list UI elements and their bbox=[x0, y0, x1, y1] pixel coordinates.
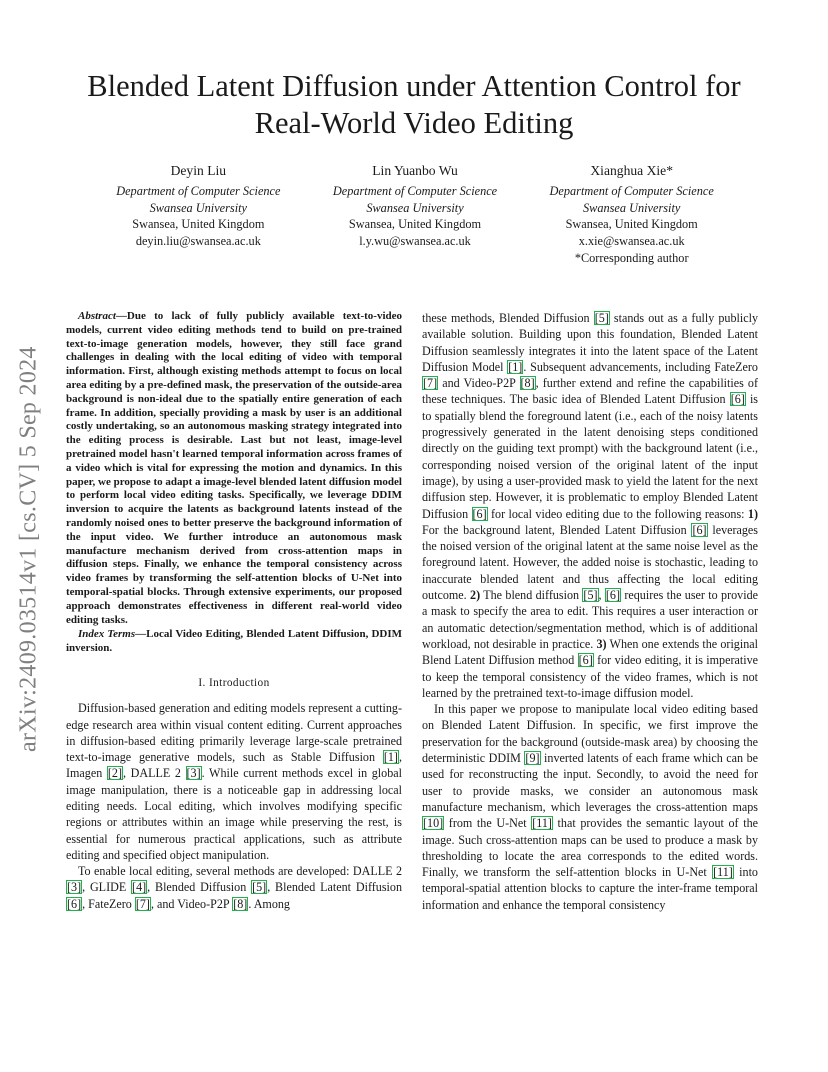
text-run: leverages the noised version of the original latent at the same noise level as the foreground latent. However, the added noise is stochastic, leading to inaccurate blended latent and thus affecting the local editing outcome. bbox=[422, 522, 758, 603]
text-run: , bbox=[598, 588, 605, 603]
paper-title: Blended Latent Diffusion under Attention Control for Real-World Video Editing bbox=[87, 69, 741, 140]
text-run: from the U-Net bbox=[444, 816, 532, 831]
citation-link[interactable]: [5] bbox=[252, 880, 267, 895]
text-run: and Video-P2P bbox=[438, 376, 520, 391]
author-1 bbox=[90, 163, 307, 267]
author-location: Swansea, United Kingdom bbox=[348, 217, 482, 232]
citation-link[interactable]: [5] bbox=[594, 311, 609, 325]
citation-link[interactable]: [7] bbox=[135, 896, 150, 911]
author-dept: Department of Computer Science bbox=[549, 183, 714, 198]
author-2 bbox=[307, 163, 524, 267]
text-run: for local video editing due to the following reasons: bbox=[487, 506, 748, 521]
citation-link[interactable]: [6] bbox=[692, 522, 707, 537]
citation-link[interactable]: [6] bbox=[605, 588, 621, 603]
author-location: Swansea, United Kingdom bbox=[565, 217, 698, 232]
text-run: is to spatially blend the foreground latent (i.e., each of the noisy latents progressively generated in the latent denoising steps conditioned directly on the guiding text prompt) with the background latent (i.e., corresponding noised version of the original latent of the input image), by using a user-provided mask to yield the latent for the next diffusion step. However, it is problematic to employ Blended Latent Diffusion bbox=[422, 392, 759, 521]
paragraph bbox=[66, 700, 402, 863]
author-dept: Department of Computer Science bbox=[116, 183, 281, 198]
text-run: into temporal-spatial attention blocks to capture the inter-frame temporal information and enhance the temporal consistency bbox=[422, 865, 758, 912]
paragraph bbox=[66, 863, 402, 912]
author-name: Xianghua Xie* bbox=[590, 163, 674, 178]
author-univ: Swansea University bbox=[366, 200, 464, 215]
author-email[interactable]: deyin.liu@swansea.ac.uk bbox=[135, 234, 261, 249]
citation-link[interactable]: [2] bbox=[107, 766, 122, 781]
abstract bbox=[66, 310, 402, 627]
author-univ: Swansea University bbox=[149, 200, 247, 215]
author-name: Lin Yuanbo Wu bbox=[372, 163, 458, 178]
text-run: , DALLE 2 bbox=[122, 766, 186, 781]
index-terms bbox=[66, 628, 402, 656]
index-terms-text: —Local Video Editing, Blended Latent Diffusion, DDIM inversion. bbox=[66, 628, 403, 655]
citation-link[interactable]: [8] bbox=[520, 376, 535, 391]
text-run: The blend diffusion bbox=[480, 588, 583, 603]
citation-link[interactable]: [10] bbox=[423, 816, 444, 831]
author-email[interactable]: x.xie@swansea.ac.uk bbox=[578, 234, 685, 249]
text-run: . Subsequent advancements, including FateZero bbox=[523, 359, 758, 374]
citation-link[interactable]: [6] bbox=[472, 506, 487, 521]
citation-link[interactable]: [1] bbox=[508, 359, 523, 374]
citation-link[interactable]: [3] bbox=[67, 880, 82, 895]
abstract-label: Abstract bbox=[78, 310, 116, 322]
citation-link[interactable]: [6] bbox=[730, 392, 745, 407]
text-run: inverted latents of each frame which can be used for reconstructing the input. Secondly, to avoid the need for user to provide masks, we consider an autonomous mask manufacture mechanism, which leverages the cross-attention maps bbox=[422, 751, 758, 814]
text-run: stands out as a fully publicly available solution. Building upon this foundation, Blended Latent Diffusion seamlessly integrates it into the latent space of the Latent Diffusion Model bbox=[422, 311, 758, 374]
paragraph bbox=[422, 310, 758, 701]
citation-link[interactable]: [4] bbox=[132, 880, 147, 895]
author-univ: Swansea University bbox=[583, 200, 681, 215]
text-run: requires the user to provide a mask to specify the area to edit. This requires a user interaction or an automatic detection/segmentation method, which is of additional workload, not desirable in practice. bbox=[422, 588, 758, 651]
text-run: , Imagen bbox=[66, 750, 402, 781]
citation-link[interactable]: [11] bbox=[713, 865, 733, 880]
citation-link[interactable]: [5] bbox=[583, 588, 598, 603]
text-run: For the background latent, Blended Latent Diffusion bbox=[422, 522, 692, 537]
text-run: . While current methods excel in global image manipulation, there is a noticeable gap in addressing local editing needs. Local editing, which involves modifying specific regions or attributes within an image while preserving the rest, is essential for numerous practical applications, such as attribute editing and specified object manipulation. bbox=[66, 766, 402, 862]
index-terms-label: Index Terms bbox=[78, 628, 136, 641]
text-run: To enable local editing, several methods are developed: DALLE 2 bbox=[78, 864, 402, 879]
text-run: , GLIDE bbox=[82, 880, 132, 895]
text-run: In this paper we propose to manipulate local video editing based on Blended Latent Diffusion. In specific, we first improve the preservation for the background (outside-mask area) by choosing the deterministic DDIM bbox=[422, 702, 758, 766]
section-heading bbox=[66, 675, 402, 691]
citation-link[interactable]: [7] bbox=[423, 376, 438, 391]
text-run: , FateZero bbox=[82, 896, 135, 911]
citation-link[interactable]: [6] bbox=[578, 653, 593, 668]
section-heading-text: I. Introduction bbox=[198, 676, 270, 689]
text-run: , Blended Latent Diffusion bbox=[267, 880, 402, 895]
author-3 bbox=[523, 163, 740, 267]
citation-link[interactable]: [6] bbox=[67, 896, 82, 911]
text-run: . Among bbox=[248, 896, 290, 911]
author-name: Deyin Liu bbox=[170, 163, 227, 178]
author-block bbox=[90, 163, 740, 267]
paragraph bbox=[422, 701, 758, 913]
text-run: , Blended Diffusion bbox=[147, 880, 252, 895]
enumerator: 2) bbox=[470, 588, 481, 603]
right-column bbox=[422, 310, 758, 913]
corresponding-note: *Corresponding author bbox=[574, 250, 689, 265]
arxiv-identifier: arXiv:2409.03514v1 [cs.CV] 5 Sep 2024 bbox=[15, 346, 42, 752]
author-dept: Department of Computer Science bbox=[332, 183, 498, 198]
text-run: these methods, Blended Diffusion bbox=[422, 311, 594, 325]
citation-link[interactable]: [8] bbox=[233, 896, 248, 911]
citation-link[interactable]: [9] bbox=[525, 751, 540, 766]
enumerator: 1) bbox=[747, 506, 758, 521]
abstract-text: —Due to lack of fully publicly available text-to-video models, current video editing methods tend to build on pre-trained text-to-image generation models, however, they still face grand challenges in dealing with the local editing of video with temporal information. First, although existing methods attempt to focus on local area editing by a pre-defined mask, the preservation of the outside-area background is non-ideal due to the spatially entire generation of each frame. In addition, specially providing a mask by user is an additional costly undertaking, so an autonomous masking strategy integrated into the editing process is desirable. Last but not least, image-level pretrained model hasn't learned temporal information across frames of a video which is vital for expressing the motion and dynamics. In this paper, we propose to adapt a image-level blended latent diffusion model to perform local video editing tasks. Specifically, we leverage DDIM inversion to acquire the latents as background latents instead of the randomly noised ones to better preserve the background information of the input video. We further introduce an autonomous mask manufacture mechanism derived from cross-attention maps in diffusion steps. Finally, we enhance the temporal consistency across video frames by transforming the self-attention blocks of U-Net into temporal-spatial blocks. Through extensive experiments, our proposed approach demonstrates effectiveness in different real-world video editing tasks. bbox=[66, 310, 402, 626]
left-column bbox=[66, 310, 402, 912]
author-email[interactable]: l.y.wu@swansea.ac.uk bbox=[359, 234, 471, 249]
text-run: , further extend and refine the capabilities of these techniques. The basic idea of Blended Latent Diffusion bbox=[422, 376, 758, 407]
text-run: that provides the semantic layout of the image. Such cross-attention maps can be used to produce a mask by thresholding to locate the area corresponds to the edited words. Finally, we transform the self-attention blocks in U-Net bbox=[422, 816, 758, 880]
author-location: Swansea, United Kingdom bbox=[132, 217, 265, 232]
citation-link[interactable]: [1] bbox=[383, 750, 398, 765]
text-run: for video editing, it is imperative to keep the temporal consistency of the video frames, which is not learned by the pretrained text-to-image diffusion model. bbox=[422, 653, 758, 700]
text-run: When one extends the original Blend Latent Diffusion method bbox=[422, 636, 758, 668]
citation-link[interactable]: [3] bbox=[186, 766, 201, 781]
citation-link[interactable]: [11] bbox=[532, 816, 552, 831]
enumerator: 3) bbox=[596, 636, 607, 651]
text-run: Diffusion-based generation and editing models represent a cutting-edge research area within visual content editing. Current approaches in diffusion-based editing primarily leverage large-scale pretrained text-to-image generative models, such as Stable Diffusion bbox=[66, 701, 402, 765]
text-run: , and Video-P2P bbox=[150, 896, 233, 911]
